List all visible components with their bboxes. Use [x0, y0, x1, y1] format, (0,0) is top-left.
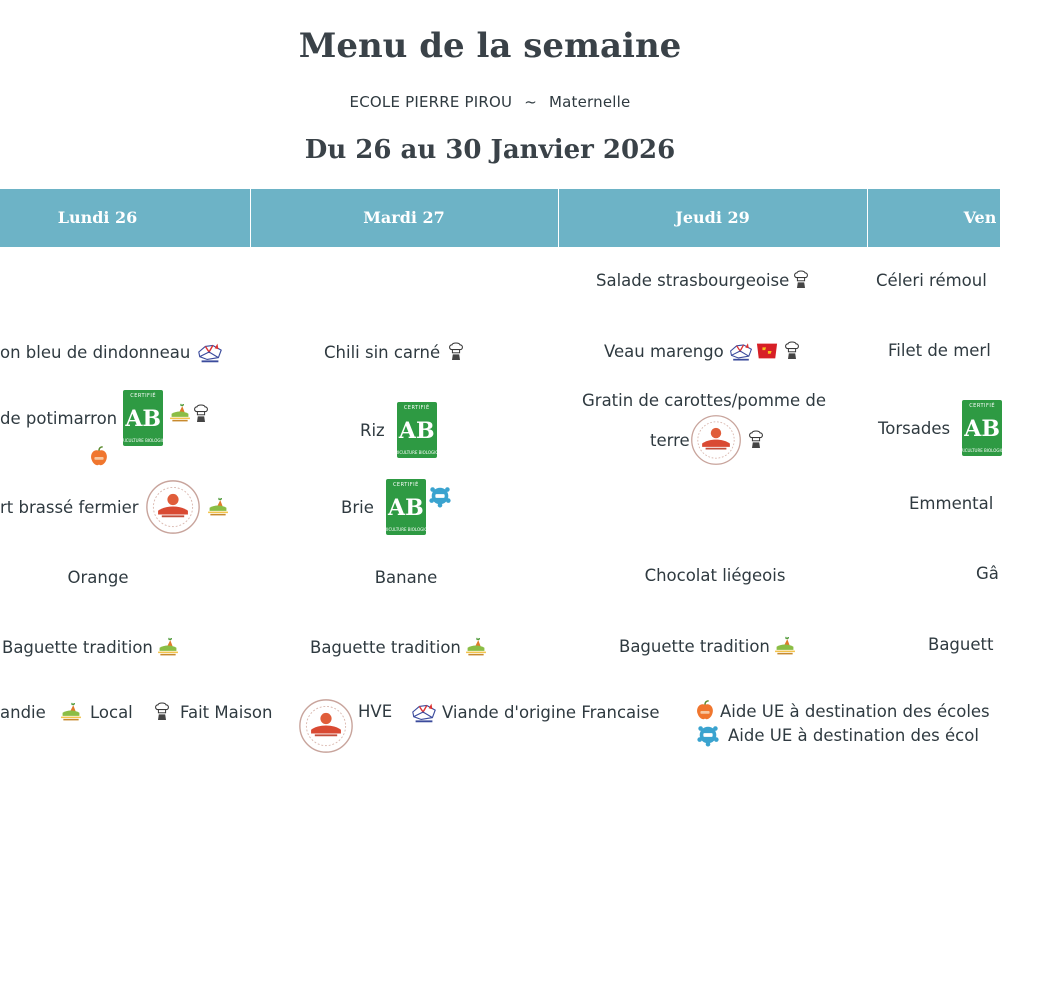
aide-ue-fruits-icon: [694, 699, 716, 723]
local-carrot-icon: [58, 701, 84, 723]
mardi-dairy: [341, 478, 452, 536]
legend-label: Aide UE à destination des écoles: [720, 701, 990, 721]
dish-name: Baguette tradition: [619, 636, 770, 656]
jeudi-dessert: [560, 562, 870, 588]
legend-label: andie: [0, 702, 46, 722]
legend-label: Fait Maison: [180, 702, 273, 722]
day-header-lundi: Lundi 26: [57, 208, 138, 227]
legend-label: HVE: [358, 702, 393, 721]
chef-hat-icon: [784, 341, 800, 361]
dish-name: Chili sin carné: [324, 342, 441, 362]
school-line: [0, 93, 980, 111]
mardi-dessert: [250, 564, 562, 590]
lundi-bread: [2, 633, 181, 661]
mardi-bread: [310, 633, 489, 661]
vendredi-bread: [928, 630, 993, 658]
jeudi-bread: [619, 632, 798, 660]
dish-name: Salade strasbourgeoise: [596, 270, 790, 290]
aide-ue-lait-icon: [428, 484, 452, 508]
vendredi-main: [888, 336, 991, 364]
mardi-main: [324, 338, 464, 366]
dish-name: Emmental: [909, 493, 994, 513]
ab-bio-logo-icon: CERTIFIÉ AB AGRICULTURE BIOLOGIQUE: [397, 402, 437, 458]
dish-name: Banane: [374, 567, 438, 587]
ab-bio-logo-icon: CERTIFIÉ AB AGRICULTURE BIOLOGIQUE: [962, 400, 1002, 456]
school-name: ECOLE PIERRE PIROU: [349, 93, 513, 111]
dish-name: Filet de merl: [888, 340, 991, 360]
vendredi-starter: [876, 266, 987, 294]
page-title: Menu de la semaine: [298, 26, 682, 66]
chef-hat-icon: [154, 702, 170, 722]
dish-name: Chocolat liégeois: [644, 565, 786, 585]
aide-ue-lait-icon: [696, 723, 720, 747]
lundi-side: [0, 388, 209, 448]
normandie-flag-icon: [756, 341, 778, 361]
legend-normandie: [0, 699, 46, 725]
chef-hat-icon: [748, 430, 764, 450]
dish-name: Baguette tradition: [310, 637, 461, 657]
hve-seal-icon: [690, 414, 742, 466]
local-carrot-icon: [205, 496, 231, 518]
week-dates: Du 26 au 30 Janvier 2026: [304, 135, 676, 165]
jeudi-side-line2: [650, 414, 764, 466]
legend-aide-fruits: [694, 698, 990, 724]
jeudi-side-line1: [582, 388, 826, 412]
local-carrot-icon: [463, 636, 489, 658]
dish-name: rt brassé fermier: [0, 497, 139, 517]
legend-fait-maison: [154, 699, 272, 725]
local-carrot-icon: [772, 635, 798, 657]
chef-hat-icon: [193, 404, 209, 424]
legend-label: Viande d'origine Francaise: [442, 702, 660, 722]
dish-name: Orange: [67, 567, 129, 587]
dish-name: on bleu de dindonneau: [0, 342, 191, 362]
school-level: Maternelle: [549, 93, 631, 111]
school-separator: ~: [524, 93, 537, 111]
mardi-side: [360, 400, 444, 460]
day-header-mardi: Mardi 27: [363, 208, 445, 227]
hve-seal-icon: [145, 479, 201, 535]
vendredi-dairy: [909, 489, 993, 517]
viande-francaise-icon: [728, 340, 754, 362]
local-carrot-icon: [167, 402, 193, 424]
lundi-dessert: [0, 564, 196, 590]
viande-francaise-icon: [410, 700, 438, 724]
local-carrot-icon: [155, 636, 181, 658]
day-header-vendredi: Ven: [963, 208, 997, 227]
dish-name: Brie: [341, 497, 374, 517]
vendredi-dessert: [976, 560, 999, 586]
chef-hat-icon: [793, 270, 809, 290]
legend-hve: [298, 698, 392, 756]
dish-name: Veau marengo: [604, 341, 724, 361]
dish-name: Riz: [360, 420, 385, 440]
dish-name: Baguette tradition: [2, 637, 153, 657]
day-header-jeudi: Jeudi 29: [675, 208, 750, 227]
legend-local: [58, 699, 133, 725]
dish-name: Céleri rémoul: [876, 270, 987, 290]
legend-aide-lait: [696, 722, 979, 748]
legend-label: Local: [90, 702, 133, 722]
dish-name: terre: [650, 430, 690, 450]
jeudi-main: [604, 337, 800, 365]
jeudi-starter: [596, 266, 809, 294]
chef-hat-icon: [448, 342, 464, 362]
dish-name: de potimarron: [0, 408, 118, 428]
ab-bio-logo-icon: CERTIFIÉ AB AGRICULTURE BIOLOGIQUE: [386, 479, 426, 535]
dish-name: Baguett: [928, 634, 994, 654]
dish-name: Gratin de carottes/pomme de: [582, 390, 826, 410]
aide-ue-fruits-icon: [88, 445, 110, 469]
hve-seal-icon: [298, 698, 354, 754]
header-divider: [867, 189, 868, 247]
dish-name: Torsades: [878, 418, 951, 438]
lundi-dairy: [0, 478, 231, 536]
ab-bio-logo-icon: CERTIFIÉ AB AGRICULTURE BIOLOGIQUE: [123, 390, 163, 446]
legend-label: Aide UE à destination des écol: [728, 725, 979, 745]
dish-name: Gâ: [976, 563, 999, 583]
lundi-main: [0, 338, 224, 366]
legend-viande: [410, 699, 660, 725]
viande-francaise-icon: [196, 340, 224, 364]
vendredi-side: [878, 398, 1010, 458]
